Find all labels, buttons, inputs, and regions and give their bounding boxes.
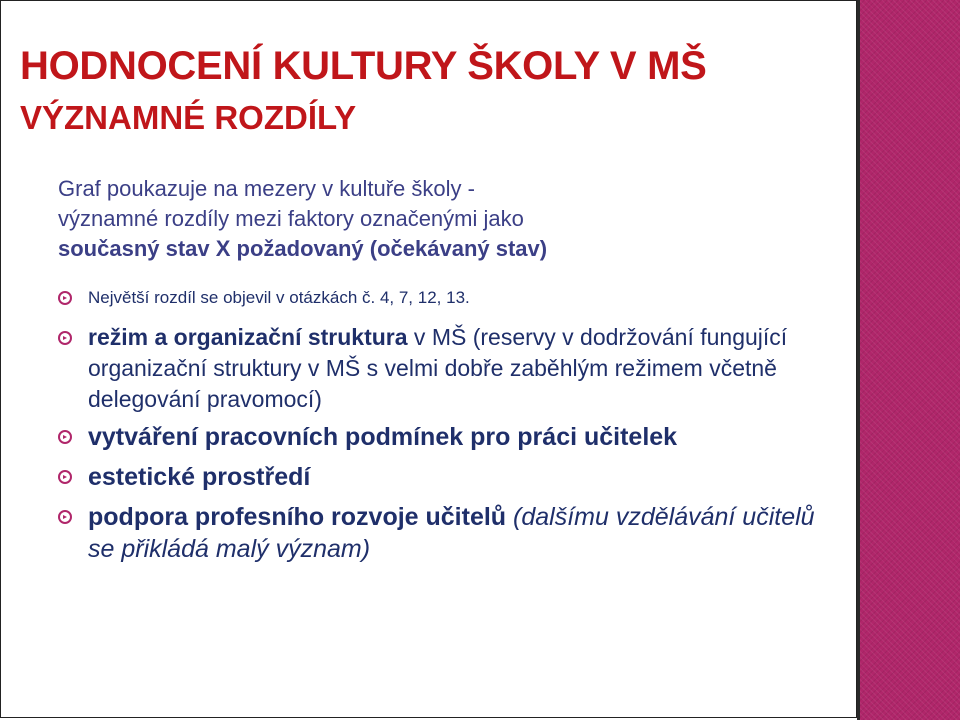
decorative-side-strip — [860, 0, 960, 720]
slide-title: HODNOCENÍ KULTURY ŠKOLY V MŠ — [20, 44, 707, 88]
bullet-circle-arrow-icon — [58, 430, 72, 444]
bullet-text: vytváření pracovních podmínek pro práci učitelek — [88, 423, 678, 451]
intro-line-2: významné rozdíly mezi faktory označenými jako — [58, 206, 524, 231]
intro-paragraph — [58, 174, 818, 264]
bullet-text-bold: režim a organizační struktura — [88, 324, 408, 350]
bullet-circle-arrow-icon — [58, 470, 72, 484]
bullet-item-regime — [58, 322, 828, 415]
bullet-text-bold: podpora profesního rozvoje učitelů — [88, 503, 507, 531]
slide-subtitle: VÝZNAMNÉ ROZDÍLY — [20, 99, 357, 136]
bullet-text-italic: (dalšímu vzdělávání učitelů se přikládá malý význam) — [88, 503, 815, 563]
intro-line-1: Graf poukazuje na mezery v kultuře školy - — [58, 176, 475, 201]
bullet-circle-arrow-icon — [58, 291, 72, 305]
bullet-text: v MŠ (reservy v dodržování fungující organizační struktury v MŠ s velmi dobře zaběhlým režimem včetně delegování pravomocí) — [88, 324, 788, 412]
intro-line-3: současný stav X požadovaný (očekávaný stav) — [58, 236, 548, 261]
bullet-circle-arrow-icon — [58, 510, 72, 524]
bullet-item-working-conditions — [58, 421, 828, 453]
bullet-list — [58, 284, 828, 573]
bullet-item-professional-development — [58, 501, 828, 565]
bullet-item-aesthetic-environment — [58, 461, 828, 493]
bullet-text: estetické prostředí — [88, 463, 311, 491]
bullet-circle-arrow-icon — [58, 331, 72, 345]
bullet-text: Největší rozdíl se objevil v otázkách č. 4, 7, 12, 13. — [88, 288, 470, 307]
bullet-item-largest-difference — [58, 284, 828, 312]
